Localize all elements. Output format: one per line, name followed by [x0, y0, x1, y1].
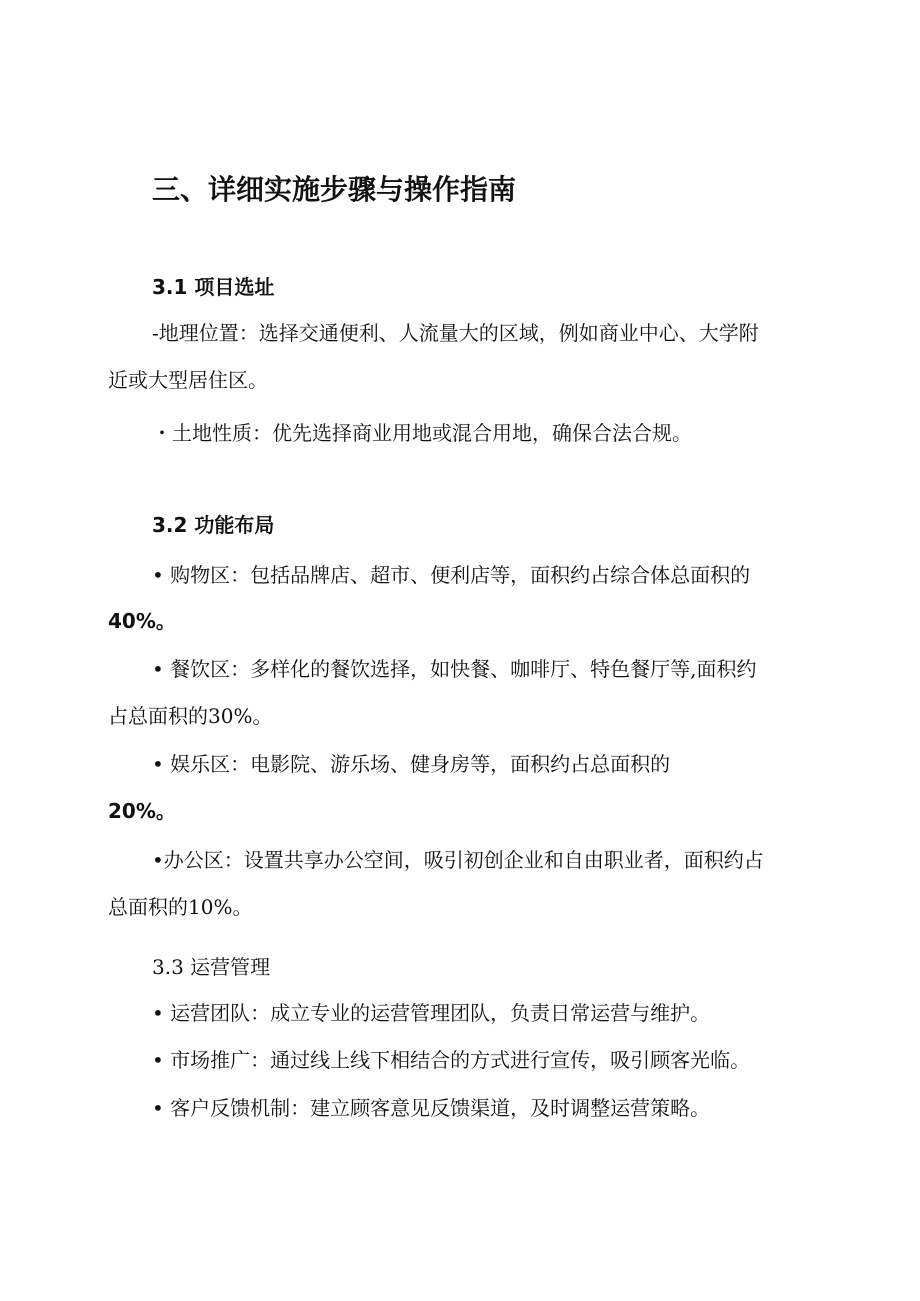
location-text-line-2: 近或大型居住区。 — [108, 368, 268, 392]
heading-3-2: 3.2 功能布局 — [152, 513, 275, 537]
entertainment-text-line-1: • 娱乐区：电影院、游乐场、健身房等，面积约占总面积的 — [152, 752, 671, 776]
office-text-line-2: 总面积的10%。 — [108, 895, 253, 919]
shopping-text-line-1: • 购物区：包括品牌店、超市、便利店等，面积约占综合体总面积的 — [152, 563, 751, 587]
ops-team-text: • 运营团队：成立专业的运营管理团队，负责日常运营与维护。 — [152, 1001, 711, 1025]
entertainment-text-line-2: 20%。 — [108, 799, 176, 823]
location-text-line-1: -地理位置：选择交通便利、人流量大的区域，例如商业中心、大学附 — [152, 321, 759, 345]
dining-text-line-1: • 餐饮区：多样化的餐饮选择，如快餐、咖啡厅、特色餐厅等,面积约 — [152, 657, 757, 681]
dining-text-line-2: 占总面积的30%。 — [108, 704, 273, 728]
section-title: 三、详细实施步骤与操作指南 — [152, 173, 517, 206]
shopping-text-line-2: 40%。 — [108, 609, 176, 633]
land-nature-text: ・土地性质：优先选择商业用地或混合用地，确保合法合规。 — [152, 421, 692, 445]
heading-3-1: 3.1 项目选址 — [152, 275, 275, 299]
feedback-text: • 客户反馈机制：建立顾客意见反馈渠道，及时调整运营策略。 — [152, 1096, 711, 1120]
heading-3-3: 3.3 运营管理 — [152, 955, 271, 979]
office-text-line-1: •办公区：设置共享办公空间，吸引初创企业和自由职业者，面积约占 — [152, 848, 764, 872]
marketing-text: • 市场推广：通过线上线下相结合的方式进行宣传，吸引顾客光临。 — [152, 1048, 751, 1072]
